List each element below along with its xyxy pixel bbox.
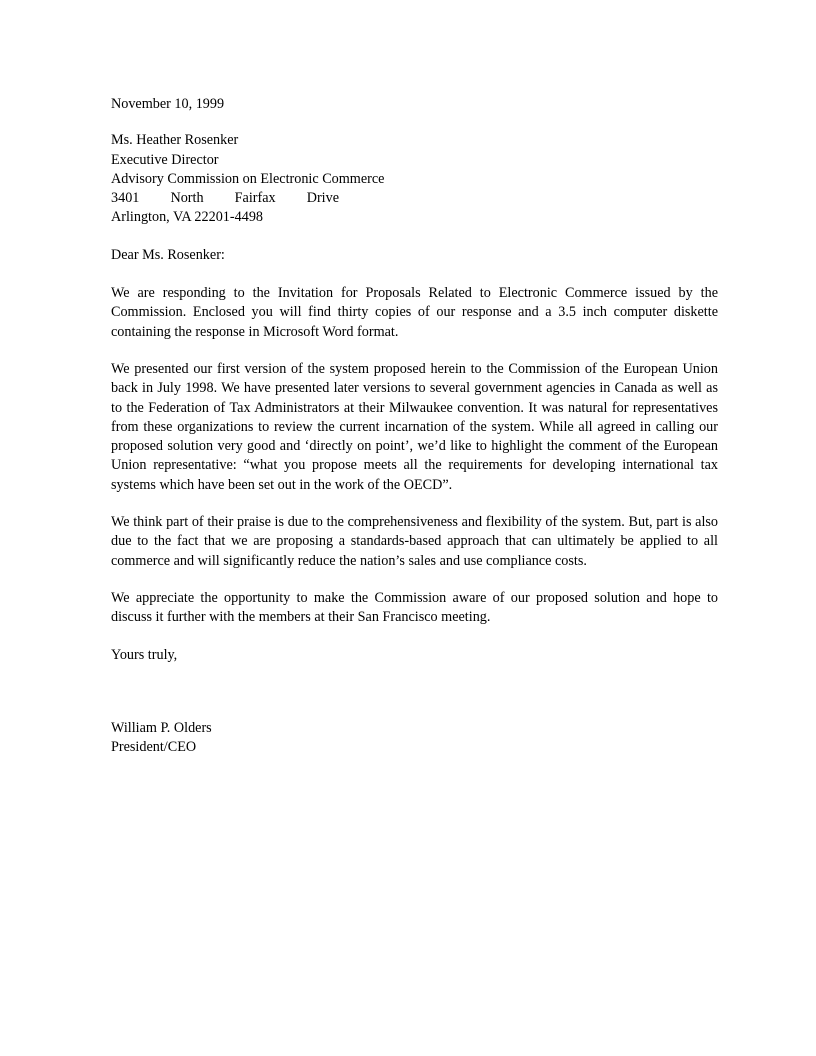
letter-date: November 10, 1999 [111, 96, 225, 112]
recipient-title: Executive Director [111, 151, 219, 168]
paragraph-1: We are responding to the Invitation for Proposals Related to Electronic Commerce issued by the Commission. Enclosed you will find thirty copies of our response and a 3.5 inch computer diskette containing the response in Microsoft Word format. [111, 285, 718, 340]
paragraph-3: We think part of their praise is due to the comprehensiveness and flexibility of the system. But, part is also due to the fact that we are proposing a standards-based approach that can ultimately be applied to all commerce and will significantly reduce the nation’s sales and use compliance costs. [111, 514, 718, 569]
paragraph-2: We presented our first version of the system proposed herein to the Commission of the European Union back in July 1998. We have presented later versions to several government agencies in Canada as well as to the Federation of Tax Administrators at their Milwaukee convention. It was natural for representatives from these organizations to review the current incarnation of the system. While all agreed in calling our proposed solution very good and ‘directly on point’, we’d like to highlight the comment of the European Union representative: “what you propose meets all the requirements for developing international tax systems which have been set out in the work of the OECD”. [111, 360, 718, 493]
salutation: Dear Ms. Rosenker: [111, 246, 225, 263]
recipient-address [111, 131, 718, 227]
closing: Yours truly, [111, 646, 178, 663]
recipient-city-state-zip: Arlington, VA 22201-4498 [111, 209, 264, 226]
paragraph-4: We appreciate the opportunity to make the Commission aware of our proposed solution and hope to discuss it further with the members at their San Francisco meeting. [111, 589, 718, 626]
signer-name: William P. Olders [111, 719, 212, 736]
recipient-street: 3401 North Fairfax Drive [111, 190, 339, 207]
recipient-organization: Advisory Commission on Electronic Commerce [111, 170, 385, 187]
recipient-name: Ms. Heather Rosenker [111, 132, 239, 149]
letter-body [111, 95, 718, 757]
signer-title: President/CEO [111, 739, 197, 756]
signature-block [111, 719, 718, 758]
